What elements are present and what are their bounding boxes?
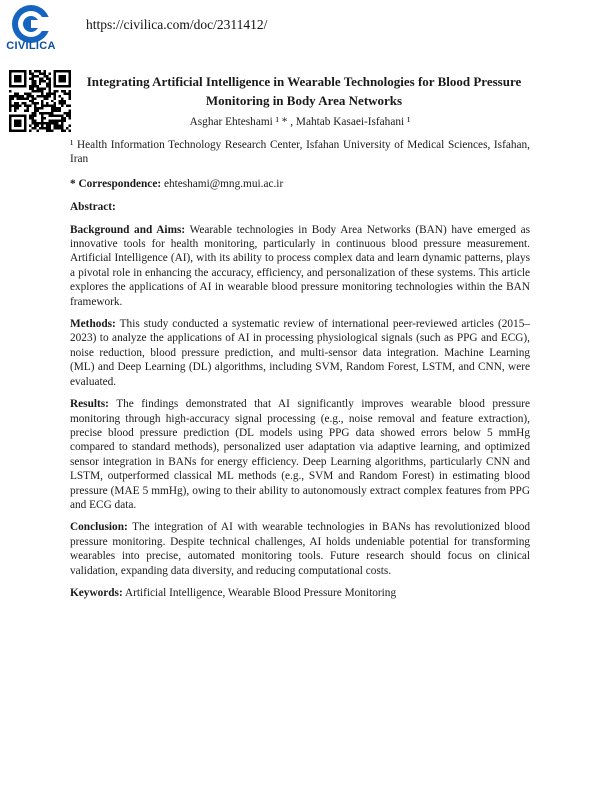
paper-body (70, 138, 530, 608)
correspondence-email[interactable]: ehteshami@mng.mui.ac.ir (163, 177, 284, 190)
paper-authors: Asghar Ehteshami ¹ * , Mahtab Kasaei-Isfahani ¹ (189, 116, 411, 128)
section-text: Artificial Intelligence, Wearable Blood Pressure Monitoring (124, 586, 397, 599)
paper-title: Integrating Artificial Intelligence in Wearable Technologies for Blood Pressure Monitoring in Body Area Networks (86, 74, 522, 108)
section-results (70, 397, 530, 512)
section-text: Wearable technologies in Body Area Networks (BAN) have emerged as innovative tools for health monitoring, particularly in continuous blood pressure measurement. Artificial Intelligence (AI), with its ability to process complex data and learn dynamic patterns, plays a pivotal role in enhancing the accuracy, efficiency, and personalization of these systems. This article explores the applications of AI in wearable blood pressure monitoring technologies within the BAN framework. (70, 223, 531, 308)
section-background (70, 223, 530, 309)
abstract-heading: Abstract: (70, 201, 116, 214)
document-url[interactable]: https://civilica.com/doc/2311412/ (86, 17, 268, 32)
correspondence-label: * Correspondence: (70, 177, 162, 190)
correspondence (70, 177, 530, 191)
section-label: Keywords: (70, 586, 123, 599)
section-text: The integration of AI with wearable technologies in BANs has revolutionized blood pressure monitoring. Despite technical challenges, AI holds undeniable potential for transforming wearables into precise, automated monitoring tools. Future research should focus on clinical validation, expanding data diversity, and reducing computational costs. (70, 521, 531, 577)
section-label: Background and Aims: (70, 223, 186, 236)
affiliation: ¹ Health Information Technology Research Center, Isfahan University of Medical Sciences, Isfahan, Iran (70, 139, 530, 166)
section-keywords (70, 586, 530, 600)
section-text: This study conducted a systematic review of international peer-reviewed articles (2015–2023) to analyze the applications of AI in processing physiological signals (such as PPG and ECG), noise reduction, blood pressure prediction, and multi-sensor data integration. Machine Learning (ML) and Deep Learning (DL) algorithms, including SVM, Random Forest, LSTM, and CNN, were evaluated. (70, 318, 530, 388)
qr-code-icon (9, 70, 71, 132)
section-label: Methods: (70, 318, 116, 331)
section-text: The findings demonstrated that AI significantly improves wearable blood pressure monitoring through high-accuracy signal processing (e.g., noise removal and feature extraction), precise blood pressure prediction (DL models using PPG data showed errors below 5 mmHg compared to standard methods), personalized user adaptation via adaptive learning, and optimized sensor integration in BANs for energy efficiency. Deep Learning algorithms, particularly CNN and LSTM, outperformed classical ML methods (e.g., SVM and Random Forest) in estimating blood pressure (MAE 5 mmHg), owing to their ability to autonomously extract complex features from PPG and ECG data. (70, 398, 530, 511)
section-methods (70, 317, 530, 389)
brand-name: CIVILICA (6, 40, 56, 52)
section-conclusion (70, 520, 530, 578)
civilica-logo-icon (4, 4, 60, 44)
section-label: Conclusion: (70, 521, 128, 534)
section-label: Results: (70, 398, 109, 411)
